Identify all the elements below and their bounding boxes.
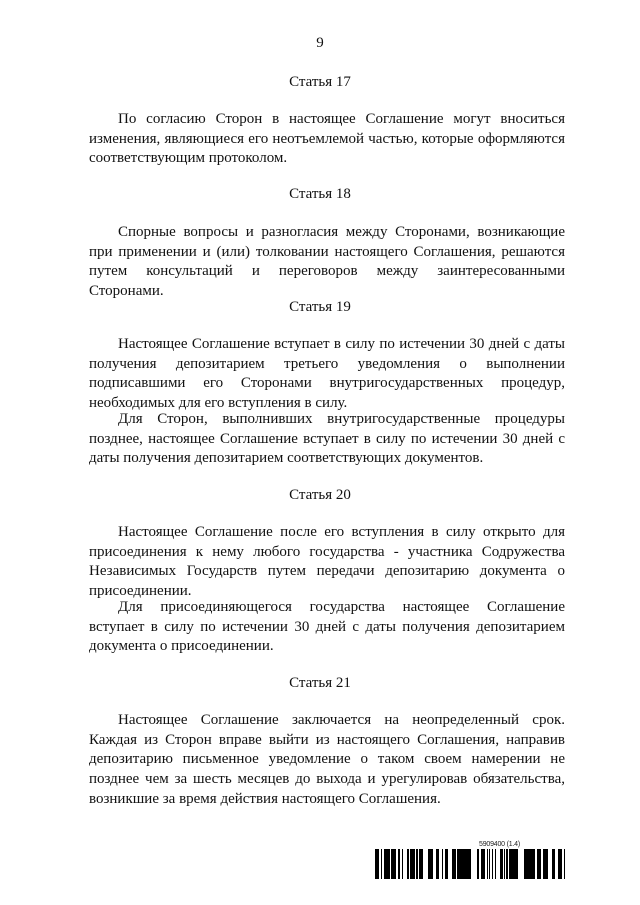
page-number: 9	[316, 35, 324, 51]
article-21-paragraph-1: Настоящее Соглашение заключается на неопределенный срок. Каждая из Сторон вправе выйти из настоящего Соглашения, направив депозитарию письменное уведомление о таком своем намерении не позднее чем за шесть месяцев до выхода и урегулировав обязательства, возникшие за время действия настоящего Соглашения.	[89, 712, 565, 807]
article-19-paragraph-1: Настоящее Соглашение вступает в силу по истечении 30 дней с даты получения депозитарием третьего уведомления о выполнении подписавшими его Сторонами внутригосударственных процедур, необходимых для его вступления в силу.	[89, 336, 565, 412]
article-21-heading: Статья 21	[289, 675, 351, 691]
document-barcode	[375, 840, 565, 880]
article-17-heading: Статья 17	[289, 74, 351, 90]
barcode-id: 5909400 (1.4)	[479, 841, 520, 848]
article-18-paragraph-1: Спорные вопросы и разногласия между Сторонами, возникающие при применении и (или) толковании настоящего Соглашения, решаются путем консультаций и переговоров между заинтересованными Сторонами.	[89, 224, 565, 300]
article-17-paragraph-1: По согласию Сторон в настоящее Соглашение могут вноситься изменения, являющиеся его неотъемлемой частью, которые оформляются соответствующим протоколом.	[89, 111, 565, 167]
article-20-paragraph-1: Настоящее Соглашение после его вступления в силу открыто для присоединения к нему любого государства - участника Содружества Независимых Государств путем передачи депозитарию документа о присоединении.	[89, 524, 565, 600]
barcode-icon	[375, 849, 565, 879]
article-19-paragraph-2: Для Сторон, выполнивших внутригосударственные процедуры позднее, настоящее Соглашение вступает в силу по истечении 30 дней с даты получения депозитарием соответствующих документов.	[89, 411, 565, 467]
article-20-heading: Статья 20	[289, 487, 351, 503]
article-20-paragraph-2: Для присоединяющегося государства настоящее Соглашение вступает в силу по истечении 30 дней с даты получения депозитарием документа о присоединении.	[89, 599, 565, 655]
article-19-heading: Статья 19	[289, 299, 351, 315]
article-18-heading: Статья 18	[289, 186, 351, 202]
